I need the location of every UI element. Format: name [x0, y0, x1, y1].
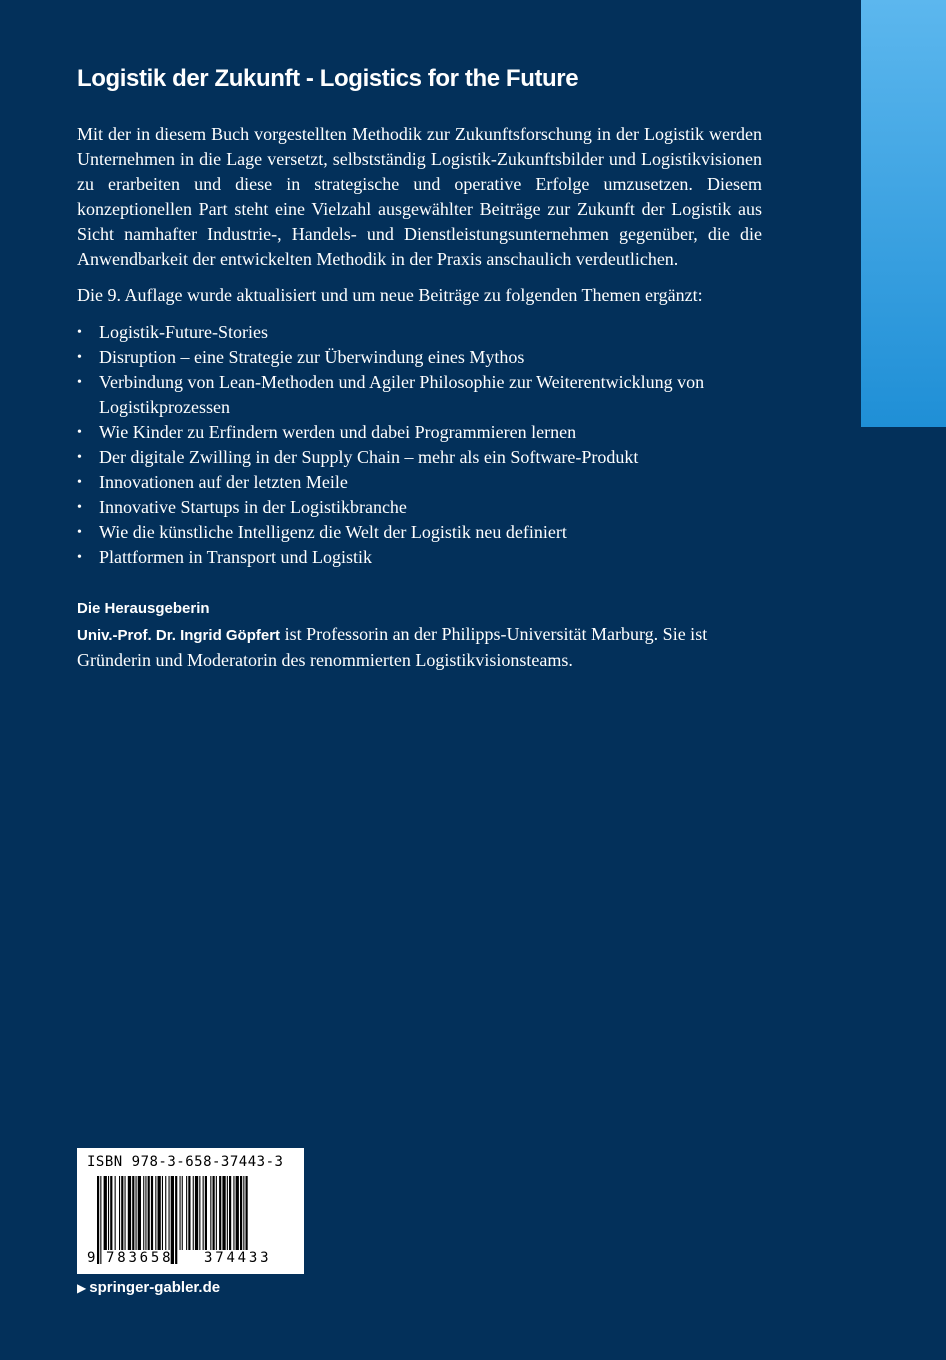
bullet-icon: • — [77, 375, 82, 390]
accent-color-bar — [861, 0, 946, 427]
barcode-bar — [229, 1176, 231, 1250]
bullet-icon: • — [77, 450, 82, 465]
topics-list — [77, 320, 762, 570]
editor-name: Univ.-Prof. Dr. Ingrid Göpfert — [77, 627, 281, 644]
barcode-bar — [125, 1176, 126, 1250]
barcode-bar — [195, 1176, 198, 1250]
list-item — [77, 420, 762, 445]
intro-paragraph: Mit der in diesem Buch vorgestellten Methodik zur Zukunftsforschung in der Logistik werden Unternehmen in die Lage versetzt, selbstständig Logistik-Zukunftsbilder und Logistikvisionen zu erarbeiten und diese in strategische und operative Erfolge umzusetzen. Diesem konzeptionellen Part steht eine Vielzahl ausgewählter Beiträge zur Zukunft der Logistik aus Sicht namhafter Industrie-, Handels- und Dienstleistungsunternehmen gegenüber, die die Anwendbarkeit der entwickelten Methodik in der Praxis anschaulich verdeutlichen. — [77, 124, 762, 269]
barcode-bar — [182, 1176, 183, 1250]
barcode-bar — [210, 1176, 211, 1250]
barcode-bar — [143, 1176, 144, 1250]
editor-bio — [77, 622, 762, 673]
barcode-bar — [151, 1176, 153, 1250]
isbn-barcode — [77, 1148, 304, 1274]
topic-text: Wie Kinder zu Erfindern werden und dabei Programmieren lernen — [99, 422, 577, 442]
barcode-bar — [246, 1176, 248, 1250]
list-item — [77, 320, 762, 345]
barcode-bar — [97, 1176, 99, 1264]
barcode-bar — [138, 1176, 141, 1250]
topic-text: Der digitale Zwilling in der Supply Chain – mehr als ein Software-Produkt — [99, 447, 639, 467]
bullet-icon: • — [77, 525, 82, 540]
barcode-bar — [158, 1176, 161, 1250]
barcode-bar — [213, 1176, 215, 1250]
barcode-left-digits: 783658 — [106, 1250, 174, 1266]
editor-heading: Die Herausgeberin — [77, 600, 210, 617]
barcode-bar — [169, 1176, 170, 1250]
bullet-icon: • — [77, 475, 82, 490]
barcode-bar — [203, 1176, 204, 1250]
bullet-icon: • — [77, 350, 82, 365]
barcode-bar — [216, 1176, 217, 1250]
list-item — [77, 345, 762, 370]
barcode-bar — [205, 1176, 207, 1250]
topic-text: Disruption – eine Strategie zur Überwindung eines Mythos — [99, 347, 525, 367]
barcode-bar — [136, 1176, 137, 1250]
barcode-bar — [219, 1176, 221, 1250]
barcode-first-digit: 9 — [87, 1250, 96, 1266]
list-item — [77, 445, 762, 470]
barcode-bar — [188, 1176, 190, 1250]
back-cover-content — [77, 62, 762, 673]
barcode-bar — [148, 1176, 150, 1250]
topic-text: Innovationen auf der letzten Meile — [99, 472, 348, 492]
list-item — [77, 520, 762, 545]
bullet-icon: • — [77, 325, 82, 340]
barcode-bar — [199, 1176, 200, 1250]
list-item — [77, 495, 762, 520]
barcode-bar — [145, 1176, 146, 1250]
list-item — [77, 370, 762, 420]
barcode-bar — [233, 1176, 234, 1250]
barcode-bar — [121, 1176, 123, 1250]
isbn-label: ISBN 978-3-658-37443-3 — [87, 1154, 284, 1170]
bullet-icon: • — [77, 425, 82, 440]
barcode-bar — [108, 1176, 109, 1250]
website-url: springer-gabler.de — [89, 1279, 221, 1296]
barcode-bar — [132, 1176, 134, 1250]
barcode-bar — [104, 1176, 107, 1250]
topic-text: Wie die künstliche Intelligenz die Welt der Logistik neu definiert — [99, 522, 567, 542]
topic-text: Innovative Startups in der Logistikbranche — [99, 497, 407, 517]
bullet-icon: • — [77, 550, 82, 565]
edition-lead: Die 9. Auflage wurde aktualisiert und um neue Beiträge zu folgenden Themen ergänzt: — [77, 285, 703, 305]
barcode-bar — [162, 1176, 163, 1250]
book-title: Logistik der Zukunft - Logistics for the Future — [77, 65, 579, 92]
barcode-bar — [100, 1176, 101, 1264]
barcode-bar — [165, 1176, 166, 1250]
barcode-bar — [128, 1176, 131, 1250]
editor-bio-text: ist Professorin an der Philipps-Universität Marburg. Sie ist Gründerin und Moderatorin des renommierten Logistikvisionsteams. — [77, 624, 708, 670]
arrow-right-icon: ▶ — [77, 1281, 87, 1295]
barcode-bar — [119, 1176, 120, 1250]
barcode-bar — [155, 1176, 156, 1250]
barcode-bar — [227, 1176, 228, 1250]
topic-text: Logistik-Future-Stories — [99, 322, 268, 342]
bullet-icon: • — [77, 500, 82, 515]
barcode-bar — [236, 1176, 239, 1250]
topic-text: Plattformen in Transport und Logistik — [99, 547, 373, 567]
barcode-bar — [110, 1176, 112, 1250]
barcode-bar — [240, 1176, 242, 1250]
barcode-bar — [193, 1176, 194, 1250]
barcode-right-digits: 374433 — [204, 1250, 272, 1266]
barcode-bar — [115, 1176, 116, 1250]
list-item — [77, 545, 762, 570]
barcode-bar — [180, 1176, 181, 1250]
barcode-bar — [222, 1176, 225, 1250]
website-link[interactable] — [77, 1278, 220, 1298]
barcode-bar — [175, 1176, 177, 1264]
list-item — [77, 470, 762, 495]
barcode-bar — [243, 1176, 244, 1250]
topic-text: Verbindung von Lean-Methoden und Agiler Philosophie zur Weiterentwicklung von Logistikprozessen — [99, 372, 705, 417]
barcode-bar — [186, 1176, 187, 1250]
